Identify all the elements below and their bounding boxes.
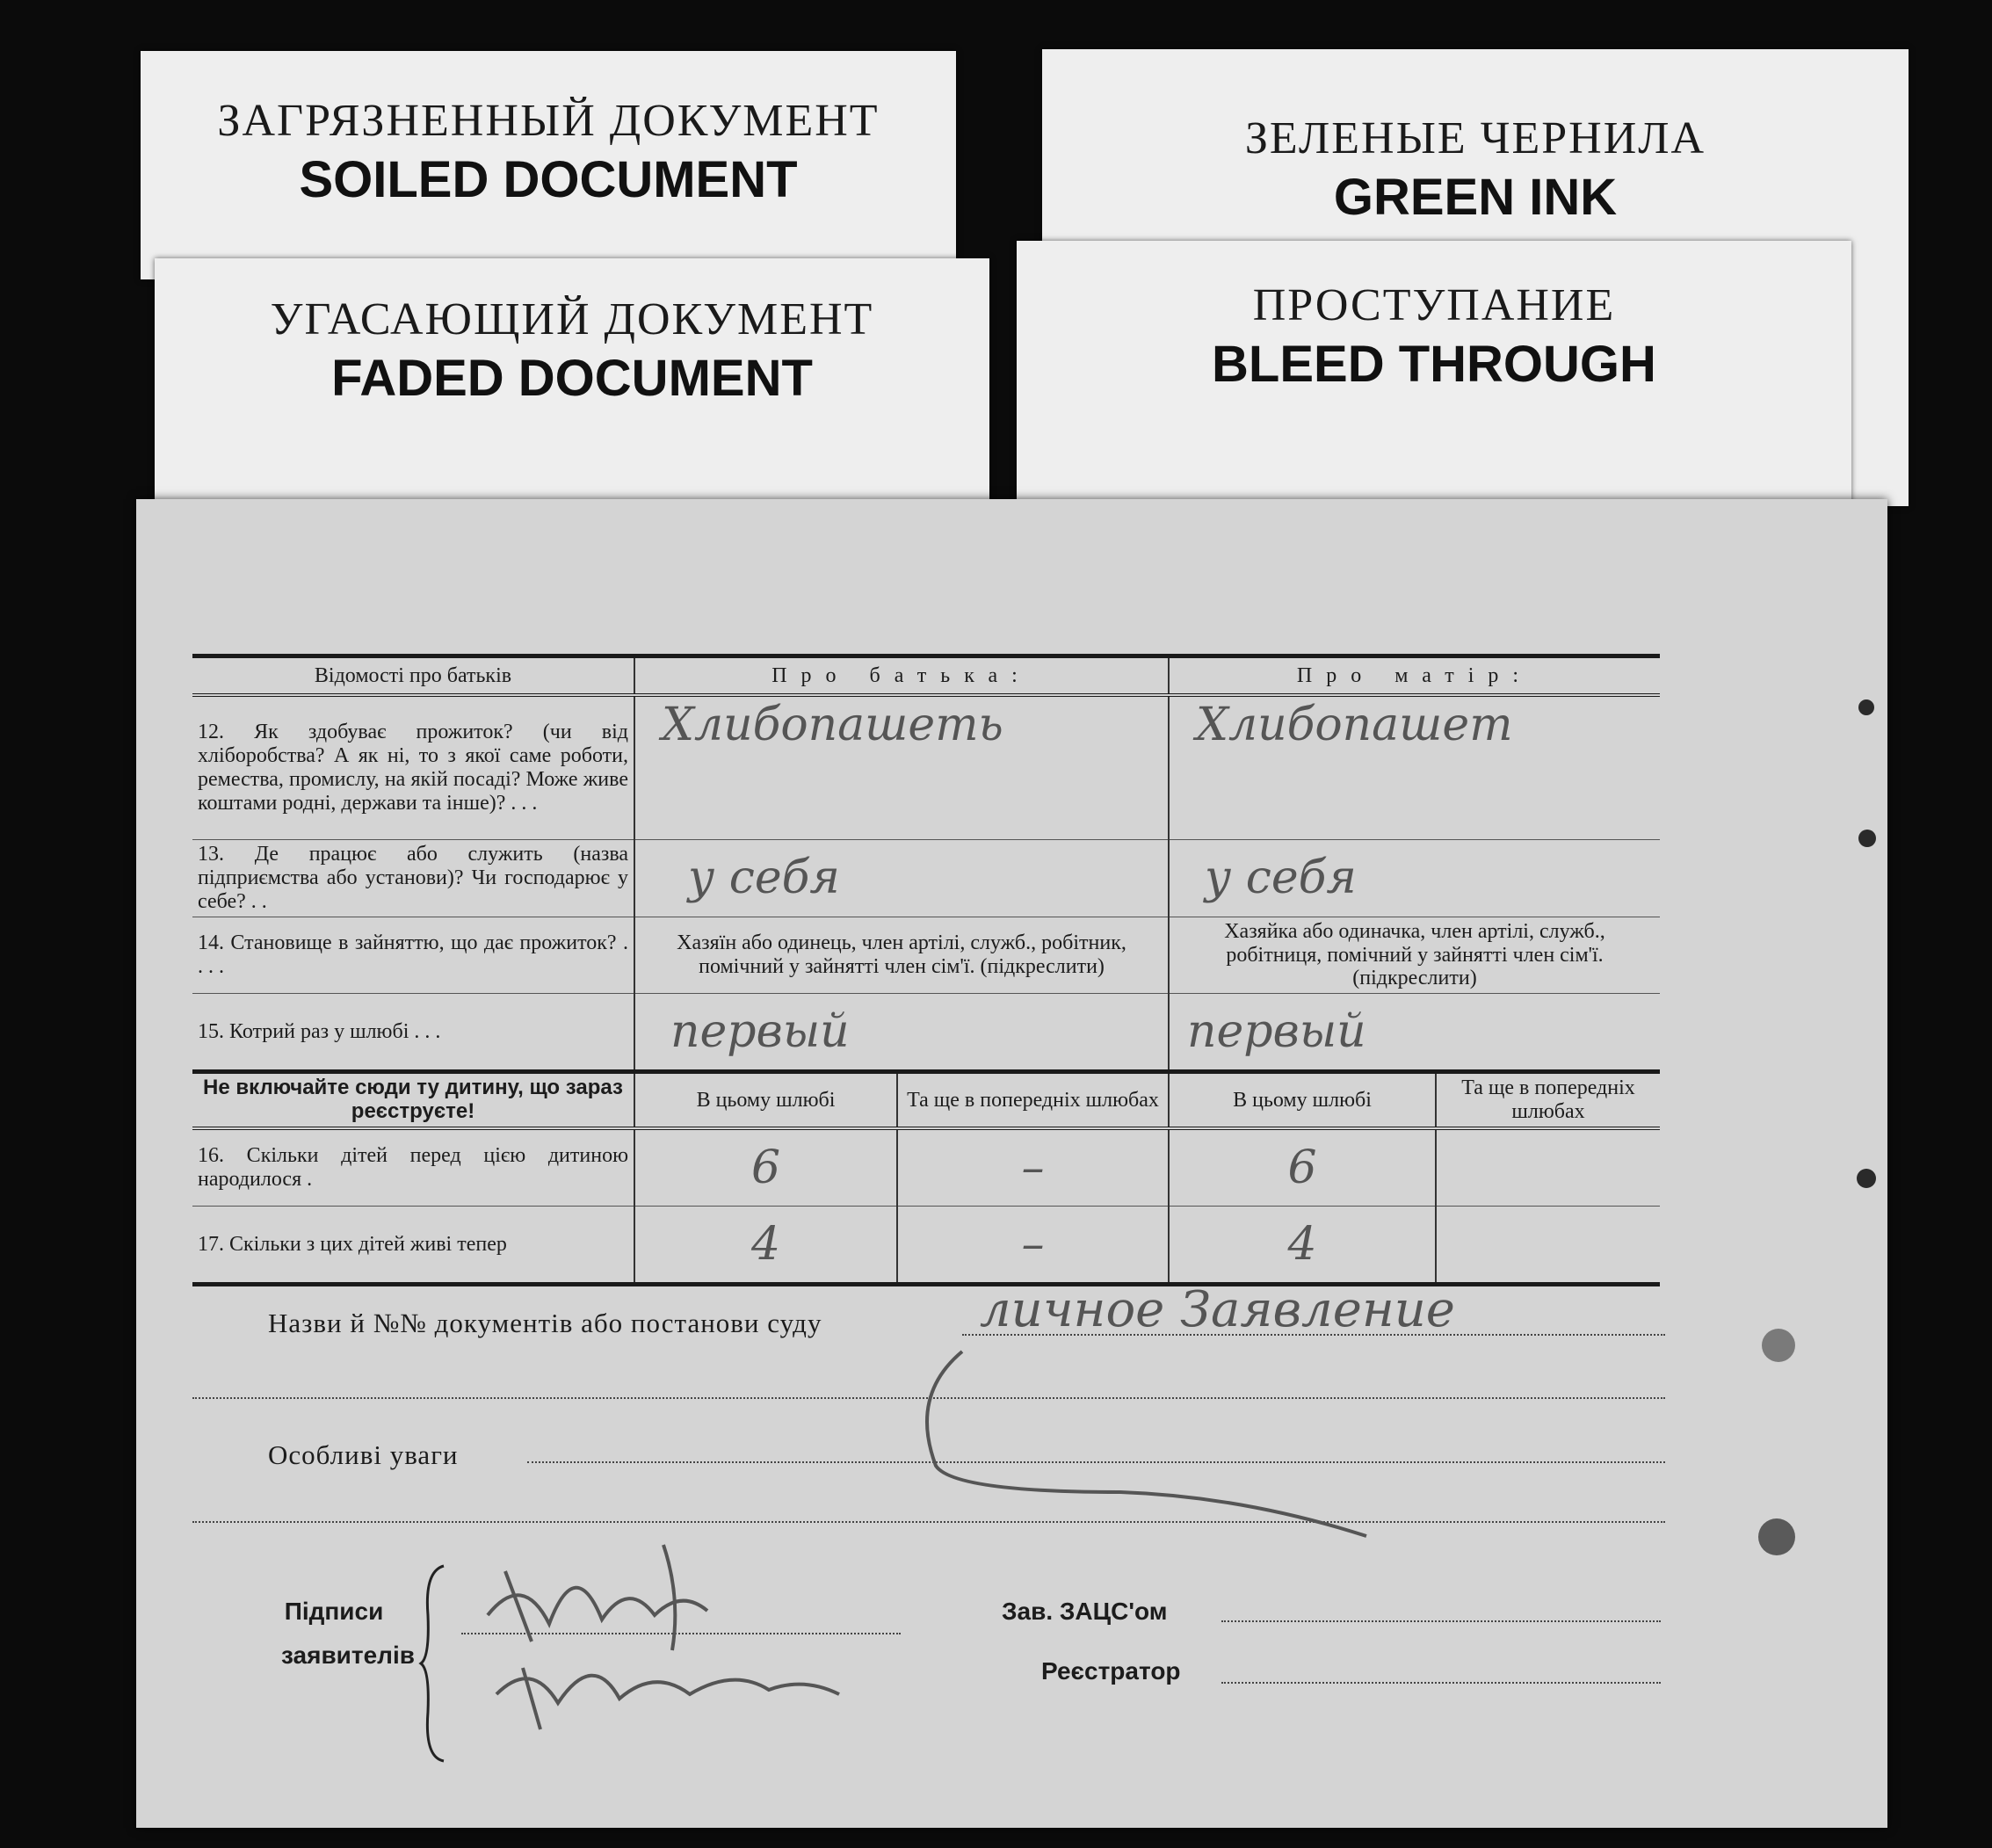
head-registry-label: Зав. ЗАЦС'ом bbox=[1002, 1598, 1168, 1625]
soiled-ru-label: ЗАГРЯЗНЕННЫЙ ДОКУМЕНТ bbox=[217, 96, 880, 146]
q13-text: 13. Де працює або служить (назва підприємства або установи)? Чи господарює у себе? . . bbox=[192, 840, 634, 917]
registrar-label: Реєстратор bbox=[1041, 1657, 1181, 1685]
mother-current-marriage-header: В цьому шлюбі bbox=[1169, 1072, 1436, 1129]
punch-hole bbox=[1758, 1518, 1795, 1555]
documents-value: личное Заявление bbox=[980, 1281, 1455, 1338]
q17-mother-current: 4 bbox=[1287, 1218, 1317, 1272]
q17-father-current: 4 bbox=[750, 1218, 781, 1272]
q16-father-current: 6 bbox=[750, 1141, 781, 1195]
table-row bbox=[192, 994, 1660, 1072]
q12-father-answer: Хлибопашеть bbox=[662, 699, 1003, 751]
signatures-label-line-2: заявителів bbox=[281, 1641, 415, 1669]
green-ru-label: ЗЕЛЕНЫЕ ЧЕРНИЛА bbox=[1244, 113, 1706, 163]
header-mother: Про матір: bbox=[1169, 656, 1660, 696]
table-row bbox=[192, 695, 1660, 840]
father-current-marriage-header: В цьому шлюбі bbox=[634, 1072, 897, 1129]
documents-line bbox=[962, 1334, 1665, 1336]
signature-brace-icon bbox=[417, 1562, 453, 1765]
punch-hole bbox=[1858, 699, 1874, 715]
q15-mother-answer: первый bbox=[1187, 1005, 1366, 1059]
bleed-ru-label: ПРОСТУПАНИЕ bbox=[1252, 280, 1616, 330]
head-registry-line bbox=[1221, 1620, 1661, 1622]
soiled-en-label: SOILED DOCUMENT bbox=[299, 151, 798, 208]
table-header-row bbox=[192, 656, 1660, 696]
pen-stroke-icon bbox=[804, 1343, 1384, 1554]
punch-hole bbox=[1858, 830, 1876, 847]
punch-hole bbox=[1762, 1329, 1795, 1362]
soiled-document-card bbox=[141, 51, 956, 279]
remarks-label: Особливі уваги bbox=[268, 1439, 459, 1470]
q14-mother-options: Хазяйка або одиначка, член артілі, служб., робітниця, помічний у зайнятті член сім'ї. (підкреслити) bbox=[1169, 917, 1660, 994]
registration-form-page bbox=[136, 499, 1887, 1828]
header-father: Про батька: bbox=[634, 656, 1169, 696]
q17-text: 17. Скільки з цих дітей живі тепер bbox=[198, 1232, 507, 1256]
q16-text: 16. Скільки дітей перед цією дитиною народилося . bbox=[192, 1128, 634, 1207]
q15-text: 15. Котрий раз у шлюбі . . . bbox=[192, 994, 634, 1072]
children-note: Не включайте сюди ту дитину, що зараз реєструєте! bbox=[192, 1072, 634, 1129]
table-row bbox=[192, 1128, 1660, 1207]
q12-text: 12. Як здобуває прожиток? (чи від хліборобства? А як ні, то з якої саме роботи, ремества, промислу, на якій посаді? Може живе коштами родні, держави та інше)? . . . bbox=[192, 695, 634, 840]
children-subheader-row bbox=[192, 1072, 1660, 1129]
punch-hole bbox=[1857, 1169, 1876, 1188]
q16-father-previous: – bbox=[1021, 1141, 1045, 1195]
bleed-en-label: BLEED THROUGH bbox=[1212, 336, 1656, 393]
q14-father-options: Хазяїн або одинець, член артілі, служб., робітник, помічний у зайнятті член сім'ї. (підкреслити) bbox=[634, 917, 1169, 994]
parents-info-table bbox=[192, 654, 1660, 1286]
faded-document-card bbox=[155, 258, 989, 513]
signatures-label bbox=[281, 1598, 415, 1670]
faded-ru-label: УГАСАЮЩИЙ ДОКУМЕНТ bbox=[270, 294, 874, 344]
mother-previous-marriages-header: Та ще в попередніх шлюбах bbox=[1436, 1072, 1660, 1129]
q13-mother-answer: у себя bbox=[1205, 852, 1357, 905]
table-row bbox=[192, 917, 1660, 994]
q13-father-answer: у себя bbox=[688, 852, 840, 905]
q15-father-answer: первый bbox=[670, 1005, 850, 1059]
table-row bbox=[192, 840, 1660, 917]
registrar-line bbox=[1221, 1682, 1661, 1684]
table-row bbox=[192, 1207, 1660, 1285]
signatures-label-line-1: Підписи bbox=[284, 1598, 384, 1625]
father-previous-marriages-header: Та ще в попередніх шлюбах bbox=[897, 1072, 1169, 1129]
q17-father-previous: – bbox=[1021, 1218, 1045, 1272]
green-en-label: GREEN INK bbox=[1333, 169, 1618, 226]
q12-mother-answer: Хлибопашет bbox=[1196, 699, 1513, 751]
documents-label: Назви й №№ документів або постанови суду bbox=[268, 1308, 822, 1338]
header-parents-info: Відомості про батьків bbox=[192, 656, 634, 696]
bleed-through-card bbox=[1017, 241, 1851, 513]
faded-en-label: FADED DOCUMENT bbox=[331, 350, 813, 407]
q16-mother-current: 6 bbox=[1287, 1141, 1317, 1195]
q14-text: 14. Становище в зайняттю, що дає прожиток? . . . . bbox=[192, 917, 634, 994]
